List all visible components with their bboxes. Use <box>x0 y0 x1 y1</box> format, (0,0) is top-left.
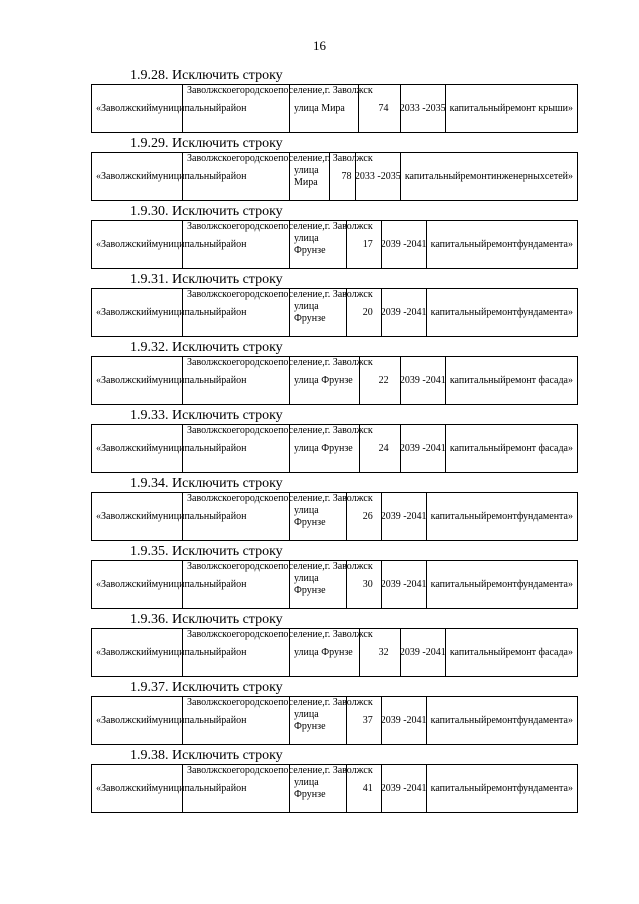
settlement-line: поселение, <box>278 425 325 436</box>
district-line: «Заволжский <box>96 306 152 318</box>
settlement-line: поселение, <box>278 289 325 300</box>
table-row <box>91 764 578 813</box>
settlement-line: г. Заволжск <box>324 697 373 708</box>
settlement-line: поселение, <box>278 357 325 368</box>
settlement-line: г. Заволжск <box>324 153 373 164</box>
house-number-cell: 30 <box>347 561 382 608</box>
district-line: муниципальный <box>151 102 222 114</box>
period-line: 2033 - <box>399 102 426 114</box>
work-line: капитальный <box>430 714 487 726</box>
amendment-heading-text: 1.9.29. Исключить строку <box>130 136 283 151</box>
work-line: ремонт крыши» <box>505 102 573 114</box>
district-line: район <box>221 646 247 658</box>
house-number-cell: 20 <box>347 289 382 336</box>
work-type-cell <box>446 629 577 676</box>
street-cell: улица Фрунзе <box>290 493 347 540</box>
settlement-line: Заволжское <box>187 221 237 232</box>
amendment-heading <box>91 475 578 492</box>
work-line: ремонт фасада» <box>505 442 573 454</box>
period-cell <box>382 221 427 268</box>
amendment-heading-text: 1.9.33. Исключить строку <box>130 408 283 423</box>
period-cell <box>401 357 446 404</box>
settlement-line: городское <box>236 697 279 708</box>
house-number-cell: 37 <box>347 697 382 744</box>
period-line: 2039 - <box>380 714 407 726</box>
period-line: 2035 <box>425 102 446 114</box>
period-line: 2039 - <box>380 782 407 794</box>
amendment-heading <box>91 339 578 356</box>
work-line: капитальный <box>449 646 506 658</box>
period-cell <box>382 493 427 540</box>
work-line: капитальный <box>430 306 487 318</box>
period-line: 2039 - <box>399 646 426 658</box>
settlement-line: г. Заволжск <box>324 85 373 96</box>
street-cell: улица Фрунзе <box>290 221 347 268</box>
work-line: капитальный <box>430 782 487 794</box>
work-line: ремонт <box>486 306 517 318</box>
period-line: 2041 <box>406 510 427 522</box>
settlement-line: Заволжское <box>187 85 237 96</box>
district-line: «Заволжский <box>96 714 152 726</box>
period-line: 2041 <box>425 374 446 386</box>
settlement-line: Заволжское <box>187 289 237 300</box>
period-line: 2039 - <box>380 578 407 590</box>
work-line: фундамента» <box>516 578 573 590</box>
settlement-line: г. Заволжск <box>324 289 373 300</box>
work-type-cell <box>427 561 577 608</box>
work-line: капитальный <box>404 170 461 182</box>
district-line: муниципальный <box>151 782 222 794</box>
settlement-line: городское <box>236 561 279 572</box>
settlement-line: г. Заволжск <box>324 357 373 368</box>
work-line: капитальный <box>430 578 487 590</box>
settlement-line: Заволжское <box>187 425 237 436</box>
table-row <box>91 356 578 405</box>
amendment-heading-text: 1.9.37. Исключить строку <box>130 680 283 695</box>
amendment-heading-text: 1.9.31. Исключить строку <box>130 272 283 287</box>
amendment-section <box>91 747 578 815</box>
settlement-line: городское <box>236 357 279 368</box>
settlement-line: поселение, <box>278 153 325 164</box>
work-line: ремонт фасада» <box>505 646 573 658</box>
district-line: «Заволжский <box>96 578 152 590</box>
table-row <box>91 696 578 745</box>
work-line: ремонт <box>486 782 517 794</box>
period-line: 2041 <box>406 714 427 726</box>
house-number-cell: 17 <box>347 221 382 268</box>
street-cell: улица Фрунзе <box>290 697 347 744</box>
settlement-line: Заволжское <box>187 153 237 164</box>
district-line: муниципальный <box>151 238 222 250</box>
period-line: 2041 <box>406 782 427 794</box>
amendment-heading-text: 1.9.34. Исключить строку <box>130 476 283 491</box>
table-row <box>91 424 578 473</box>
work-type-cell <box>446 357 577 404</box>
street-cell: улица Фрунзе <box>290 765 347 812</box>
page-number: 16 <box>313 38 326 53</box>
table-row <box>91 628 578 677</box>
period-line: 2039 - <box>380 306 407 318</box>
settlement-line: городское <box>236 629 279 640</box>
amendment-section <box>91 339 578 407</box>
period-cell <box>356 153 401 200</box>
work-line: ремонт <box>460 170 492 182</box>
period-line: 2039 - <box>399 442 426 454</box>
district-line: район <box>221 170 247 182</box>
house-number-cell: 32 <box>360 629 401 676</box>
district-line: муниципальный <box>151 170 222 182</box>
work-line: капитальный <box>449 374 506 386</box>
settlement-line: поселение, <box>278 493 325 504</box>
work-line: капитальный <box>449 442 506 454</box>
amendment-section <box>91 543 578 611</box>
district-line: район <box>221 782 247 794</box>
amendment-heading <box>91 203 578 220</box>
settlement-line: г. Заволжск <box>324 629 373 640</box>
amendment-heading-text: 1.9.38. Исключить строку <box>130 748 283 763</box>
street-cell: улица Фрунзе <box>290 289 347 336</box>
amendment-section <box>91 407 578 475</box>
settlement-line: поселение, <box>278 561 325 572</box>
settlement-line: Заволжское <box>187 561 237 572</box>
work-type-cell <box>427 289 577 336</box>
amendment-heading <box>91 135 578 152</box>
settlement-line: г. Заволжск <box>324 561 373 572</box>
settlement-line: поселение, <box>278 765 325 776</box>
period-line: 2041 <box>406 238 427 250</box>
table-row <box>91 152 578 201</box>
work-line: фундамента» <box>516 306 573 318</box>
street-cell: улица Мира <box>290 85 359 132</box>
district-line: «Заволжский <box>96 646 152 658</box>
period-cell <box>401 425 446 472</box>
work-line: ремонт <box>486 510 517 522</box>
amendment-heading <box>91 679 578 696</box>
house-number-cell: 26 <box>347 493 382 540</box>
settlement-line: поселение, <box>278 629 325 640</box>
settlement-line: городское <box>236 221 279 232</box>
amendments-list <box>91 67 578 815</box>
settlement-line: городское <box>236 289 279 300</box>
amendment-heading-text: 1.9.28. Исключить строку <box>130 68 283 83</box>
district-line: «Заволжский <box>96 102 152 114</box>
work-type-cell <box>427 697 577 744</box>
district-line: муниципальный <box>151 578 222 590</box>
work-line: сетей» <box>544 170 573 182</box>
period-line: 2041 <box>425 646 446 658</box>
settlement-line: поселение, <box>278 221 325 232</box>
settlement-line: Заволжское <box>187 493 237 504</box>
district-line: муниципальный <box>151 646 222 658</box>
period-line: 2039 - <box>380 238 407 250</box>
amendment-heading <box>91 407 578 424</box>
district-line: муниципальный <box>151 714 222 726</box>
district-line: «Заволжский <box>96 510 152 522</box>
house-number-cell: 78 <box>330 153 356 200</box>
period-line: 2035 <box>380 170 401 182</box>
street-cell: улица Фрунзе <box>290 425 360 472</box>
period-cell <box>401 85 446 132</box>
street-cell: улица Фрунзе <box>290 357 360 404</box>
amendment-heading-text: 1.9.32. Исключить строку <box>130 340 283 355</box>
house-number-cell: 74 <box>359 85 400 132</box>
work-type-cell <box>427 221 577 268</box>
settlement-line: городское <box>236 765 279 776</box>
house-number-cell: 24 <box>360 425 401 472</box>
period-line: 2041 <box>406 578 427 590</box>
district-line: район <box>221 442 247 454</box>
period-cell <box>401 629 446 676</box>
amendment-section <box>91 475 578 543</box>
amendment-section <box>91 271 578 339</box>
settlement-line: поселение, <box>278 697 325 708</box>
period-cell <box>382 561 427 608</box>
work-line: капитальный <box>430 510 487 522</box>
street-cell: улица Мира <box>290 153 330 200</box>
period-cell <box>382 289 427 336</box>
district-line: район <box>221 578 247 590</box>
work-type-cell <box>446 85 577 132</box>
settlement-line: городское <box>236 153 279 164</box>
table-row <box>91 492 578 541</box>
amendment-section <box>91 67 578 135</box>
house-number-cell: 41 <box>347 765 382 812</box>
district-line: «Заволжский <box>96 170 152 182</box>
settlement-line: Заволжское <box>187 357 237 368</box>
settlement-line: г. Заволжск <box>324 221 373 232</box>
period-line: 2033 - <box>354 170 381 182</box>
district-line: муниципальный <box>151 510 222 522</box>
amendment-heading <box>91 67 578 84</box>
settlement-line: Заволжское <box>187 765 237 776</box>
work-type-cell <box>446 425 577 472</box>
period-cell <box>382 765 427 812</box>
district-line: муниципальный <box>151 306 222 318</box>
amendment-heading <box>91 543 578 560</box>
street-cell: улица Фрунзе <box>290 629 360 676</box>
work-type-cell <box>427 765 577 812</box>
settlement-line: поселение, <box>278 85 325 96</box>
district-line: район <box>221 374 247 386</box>
settlement-line: городское <box>236 493 279 504</box>
period-cell <box>382 697 427 744</box>
amendment-section <box>91 135 578 203</box>
work-line: инженерных <box>491 170 545 182</box>
amendment-heading-text: 1.9.30. Исключить строку <box>130 204 283 219</box>
district-line: район <box>221 306 247 318</box>
settlement-line: городское <box>236 85 279 96</box>
work-type-cell <box>427 493 577 540</box>
work-line: фундамента» <box>516 238 573 250</box>
settlement-line: г. Заволжск <box>324 425 373 436</box>
settlement-line: г. Заволжск <box>324 493 373 504</box>
district-line: район <box>221 714 247 726</box>
amendment-section <box>91 203 578 271</box>
period-line: 2041 <box>425 442 446 454</box>
amendment-section <box>91 679 578 747</box>
work-line: ремонт <box>486 238 517 250</box>
period-line: 2041 <box>406 306 427 318</box>
period-line: 2039 - <box>399 374 426 386</box>
table-row <box>91 288 578 337</box>
amendment-heading-text: 1.9.35. Исключить строку <box>130 544 283 559</box>
work-line: фундамента» <box>516 714 573 726</box>
work-type-cell <box>401 153 577 200</box>
work-line: ремонт фасада» <box>505 374 573 386</box>
amendment-section <box>91 611 578 679</box>
district-line: «Заволжский <box>96 442 152 454</box>
amendment-heading <box>91 747 578 764</box>
table-row <box>91 220 578 269</box>
work-line: капитальный <box>430 238 487 250</box>
settlement-line: Заволжское <box>187 629 237 640</box>
work-line: капитальный <box>449 102 506 114</box>
settlement-line: г. Заволжск <box>324 765 373 776</box>
district-line: муниципальный <box>151 442 222 454</box>
work-line: ремонт <box>486 714 517 726</box>
district-line: «Заволжский <box>96 782 152 794</box>
district-line: район <box>221 102 247 114</box>
amendment-heading <box>91 271 578 288</box>
district-line: «Заволжский <box>96 238 152 250</box>
district-line: район <box>221 510 247 522</box>
work-line: ремонт <box>486 578 517 590</box>
work-line: фундамента» <box>516 782 573 794</box>
table-row <box>91 560 578 609</box>
period-line: 2039 - <box>380 510 407 522</box>
settlement-line: Заволжское <box>187 697 237 708</box>
district-line: муниципальный <box>151 374 222 386</box>
district-line: «Заволжский <box>96 374 152 386</box>
house-number-cell: 22 <box>360 357 401 404</box>
table-row <box>91 84 578 133</box>
district-line: район <box>221 238 247 250</box>
amendment-heading-text: 1.9.36. Исключить строку <box>130 612 283 627</box>
work-line: фундамента» <box>516 510 573 522</box>
settlement-line: городское <box>236 425 279 436</box>
street-cell: улица Фрунзе <box>290 561 347 608</box>
amendment-heading <box>91 611 578 628</box>
